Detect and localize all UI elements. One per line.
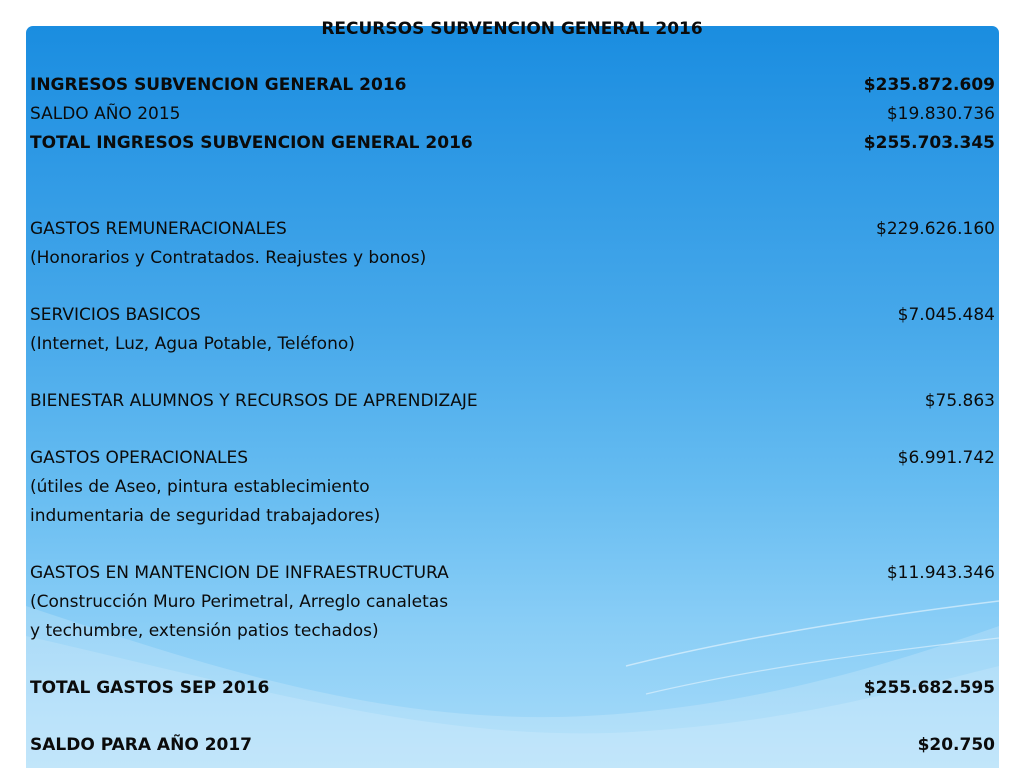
row-gastos-operacionales — [30, 445, 995, 471]
row-gastos-mantencion — [30, 560, 995, 586]
row-note — [30, 331, 995, 357]
row-value: $20.750 — [917, 735, 995, 755]
row-note — [30, 589, 995, 615]
row-label: TOTAL GASTOS SEP 2016 — [30, 678, 270, 698]
row-value: $11.943.346 — [886, 563, 995, 583]
row-value: $235.872.609 — [863, 75, 995, 95]
row-label: SERVICIOS BASICOS — [30, 305, 201, 325]
row-note — [30, 618, 995, 644]
row-label: (Construcción Muro Perimetral, Arreglo canaletas — [30, 592, 449, 612]
row-value: $6.991.742 — [897, 448, 995, 468]
row-label: GASTOS OPERACIONALES — [30, 448, 248, 468]
row-total-ingresos — [30, 130, 995, 156]
row-label: SALDO PARA AÑO 2017 — [30, 735, 253, 755]
row-label: BIENESTAR ALUMNOS Y RECURSOS DE APRENDIZAJE — [30, 391, 478, 411]
row-servicios-basicos — [30, 302, 995, 328]
row-label: indumentaria de seguridad trabajadores) — [30, 506, 381, 526]
row-value: $75.863 — [924, 391, 995, 411]
row-label: (útiles de Aseo, pintura establecimiento — [30, 477, 370, 497]
row-bienestar-alumnos — [30, 388, 995, 414]
row-saldo-2015 — [30, 101, 995, 127]
row-note — [30, 245, 995, 271]
row-gastos-remuneracionales — [30, 216, 995, 242]
row-label: TOTAL INGRESOS SUBVENCION GENERAL 2016 — [30, 133, 473, 153]
row-ingresos — [30, 72, 995, 98]
row-label: y techumbre, extensión patios techados) — [30, 621, 379, 641]
row-saldo-2017 — [30, 732, 995, 758]
row-total-gastos — [30, 675, 995, 701]
row-value: $19.830.736 — [886, 104, 995, 124]
row-label: SALDO AÑO 2015 — [30, 104, 181, 124]
row-note — [30, 503, 995, 529]
row-label: (Honorarios y Contratados. Reajustes y bonos) — [30, 248, 427, 268]
row-label: (Internet, Luz, Agua Potable, Teléfono) — [30, 334, 355, 354]
page-title: RECURSOS SUBVENCION GENERAL 2016 — [321, 19, 703, 39]
row-label: GASTOS EN MANTENCION DE INFRAESTRUCTURA — [30, 563, 449, 583]
row-value: $255.703.345 — [863, 133, 995, 153]
row-note — [30, 474, 995, 500]
row-label: GASTOS REMUNERACIONALES — [30, 219, 287, 239]
row-value: $7.045.484 — [897, 305, 995, 325]
row-value: $255.682.595 — [863, 678, 995, 698]
row-label: INGRESOS SUBVENCION GENERAL 2016 — [30, 75, 407, 95]
row-value: $229.626.160 — [876, 219, 995, 239]
